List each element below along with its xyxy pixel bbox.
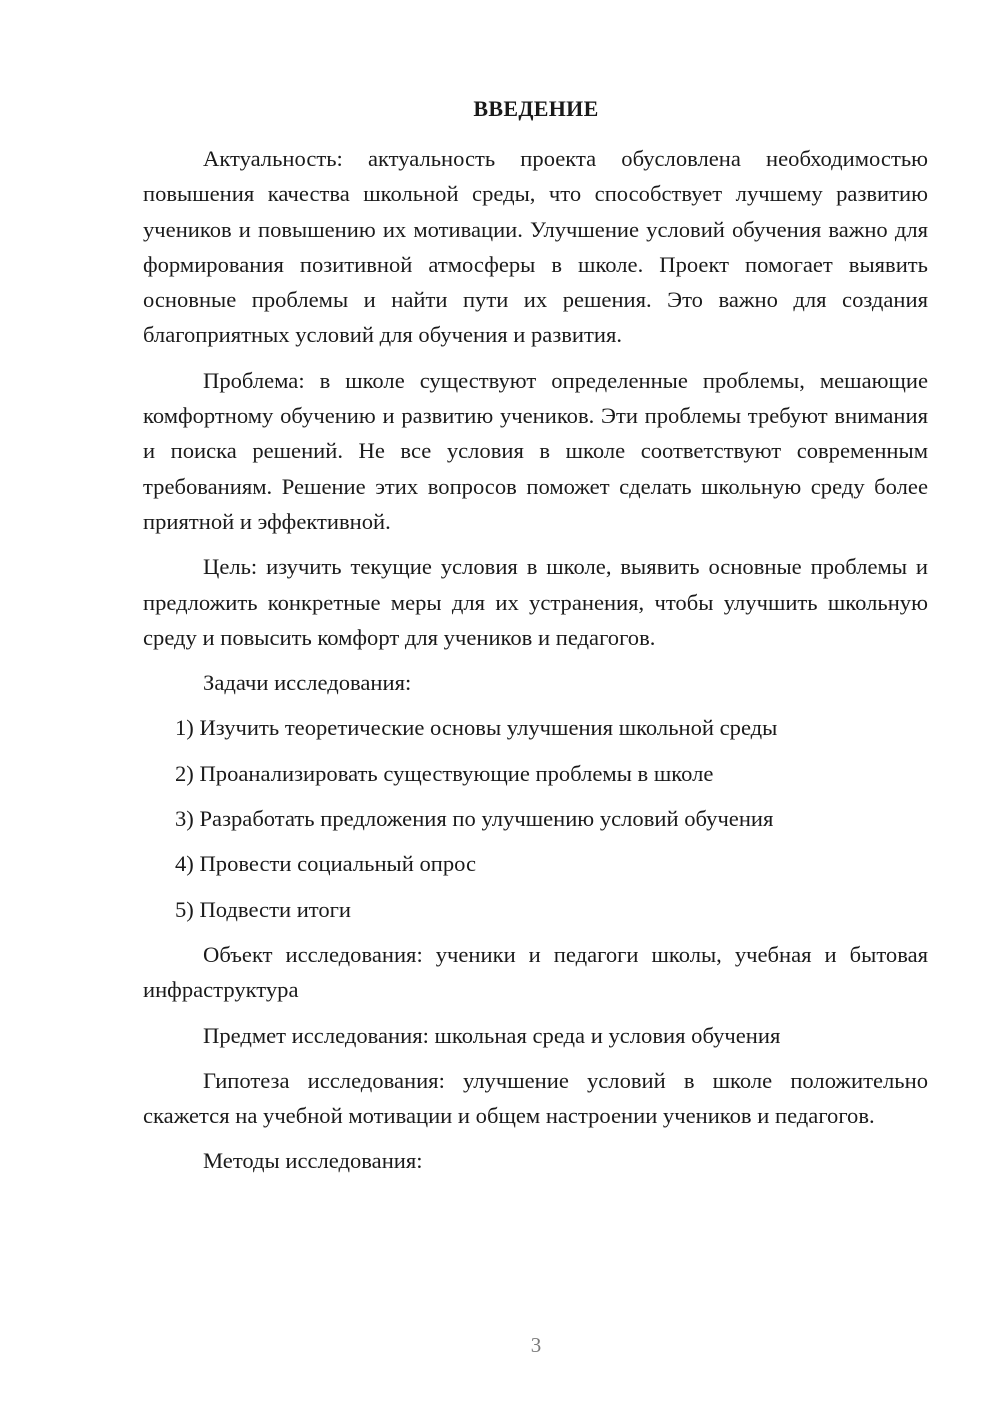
list-item: 3) Разработать предложения по улучшению условий обучения (175, 806, 774, 832)
relevance-paragraph: Актуальность: актуальность проекта обусловлена необходимостью повышения качества школьной среды, что способствует лучшему развитию учеников и повышению их мотивации. Улучшение условий обучения важно для формирования позитивной атмосферы в школе. Проект помогает выявить основные проблемы и найти пути их решения. Это важно для создания благоприятных условий для обучения и развития. (143, 146, 928, 348)
goal-paragraph: Цель: изучить текущие условия в школе, выявить основные проблемы и предложить конкретные меры для их устранения, чтобы улучшить школьную среду и повысить комфорт для учеников и педагогов. (143, 554, 928, 650)
list-item: 1) Изучить теоретические основы улучшения школьной среды (175, 715, 778, 741)
page-number: 3 (530, 1333, 542, 1357)
methods-heading: Методы исследования: (203, 1148, 423, 1174)
list-item: 4) Провести социальный опрос (175, 851, 477, 877)
problem-paragraph: Проблема: в школе существуют определенные проблемы, мешающие комфортному обучению и развитию учеников. Эти проблемы требуют внимания и поиска решений. Не все условия в школе соответствуют современным требованиям. Решение этих вопросов поможет сделать школьную среду более приятной и эффективной. (143, 367, 928, 534)
list-item: 2) Проанализировать существующие проблемы в школе (175, 760, 714, 786)
document-body (143, 141, 928, 1189)
page-title: ВВЕДЕНИЕ (473, 96, 599, 121)
tasks-list (143, 710, 928, 926)
list-item: 5) Подвести итоги (175, 896, 352, 922)
subject-paragraph: Предмет исследования: школьная среда и условия обучения (203, 1022, 781, 1048)
object-paragraph: Объект исследования: ученики и педагоги школы, учебная и бытовая инфраструктура (143, 941, 928, 1003)
hypothesis-paragraph: Гипотеза исследования: улучшение условий в школе положительно скажется на учебной мотивации и общем настроении учеников и педагогов. (143, 1067, 928, 1129)
tasks-heading: Задачи исследования: (203, 670, 412, 696)
